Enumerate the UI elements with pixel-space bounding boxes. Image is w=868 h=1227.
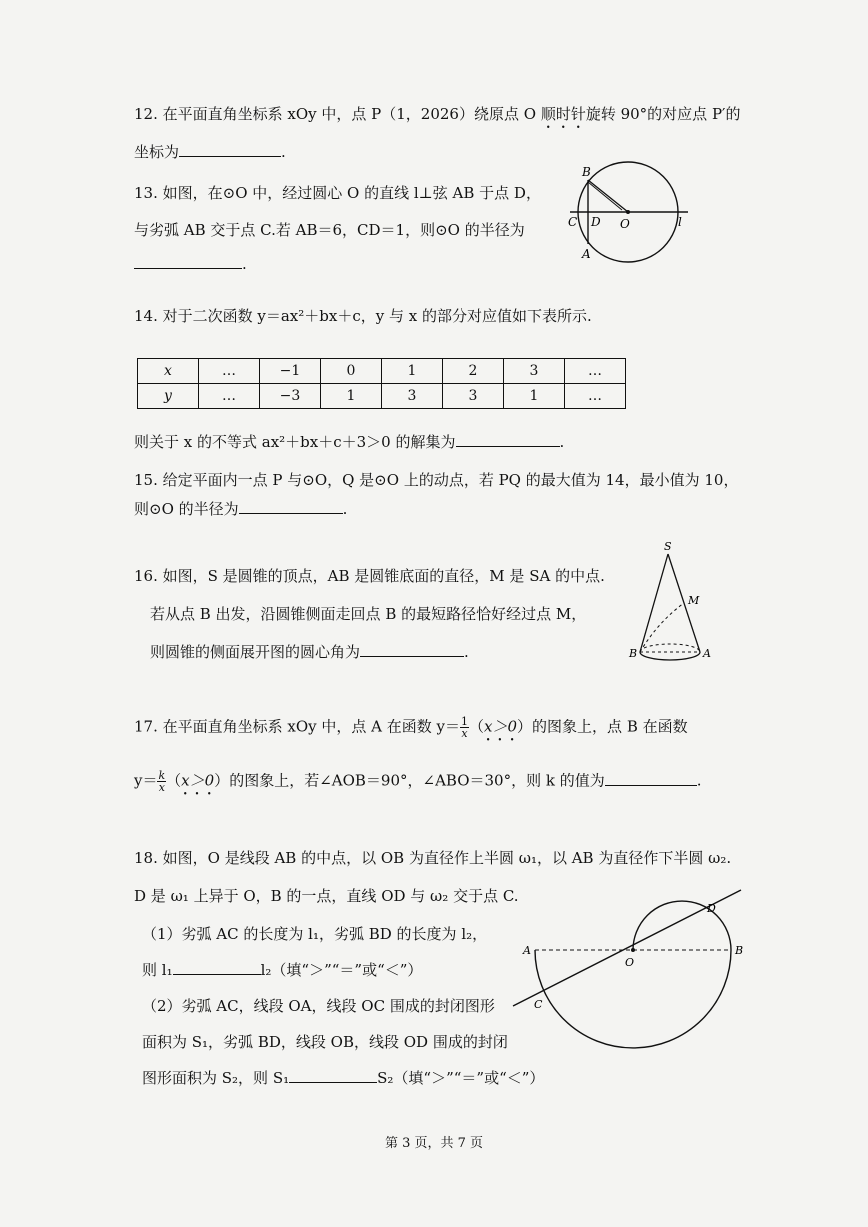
table-cell: 3 — [443, 384, 504, 409]
q18-line5: （2）劣弧 AC，线段 OA，线段 OC 围成的封闭图形 — [142, 997, 495, 1015]
page-footer: 第 3 页，共 7 页 — [384, 1136, 484, 1151]
q13-label-d: D — [591, 215, 601, 229]
q13-label-b: B — [582, 165, 591, 179]
table-cell: 0 — [321, 359, 382, 384]
table-cell: 1 — [321, 384, 382, 409]
q18-label-b: B — [735, 944, 744, 957]
q13-label-c: C — [568, 215, 578, 229]
q16-label-a: A — [703, 647, 711, 660]
q18-line1: 18. 如图，O 是线段 AB 的中点，以 OB 为直径作上半圆 ω₁，以 AB 为直径作下半圆 ω₂. — [134, 849, 732, 867]
table-cell: y — [138, 384, 199, 409]
table-cell: … — [565, 384, 626, 409]
table-row — [138, 384, 626, 409]
q18-label-o: O — [625, 956, 635, 969]
q13-label-l: l — [678, 215, 682, 229]
q18-line7: 图形面积为 S₂，则 S₁ S₂（填“＞”“＝”或“＜”） — [142, 1069, 545, 1087]
q13-line2: 与劣弧 AB 交于点 C.若 AB＝6，CD＝1，则⊙O 的半径为 — [134, 221, 525, 239]
q14-line2: 则关于 x 的不等式 ax²＋bx＋c＋3＞0 的解集为 . — [134, 433, 565, 451]
q13-line3: . — [134, 254, 247, 274]
q17-fraction-2: $\frac{k}{x}$ — [158, 769, 166, 794]
q18-line4: 则 l₁ l₂（填“＞”“＝”或“＜”） — [142, 961, 423, 979]
q16-label-m: M — [688, 594, 700, 607]
q17-fraction-1: $\frac{1}{x}$ — [461, 715, 469, 740]
q15-answer-blank[interactable] — [239, 499, 343, 514]
q16-line1: 16. 如图，S 是圆锥的顶点，AB 是圆锥底面的直径，M 是 SA 的中点. — [134, 567, 605, 585]
q16-cone-figure — [628, 540, 718, 670]
q14-line1: 14. 对于二次函数 y＝ax²＋bx＋c，y 与 x 的部分对应值如下表所示. — [134, 307, 592, 325]
q18-label-a: A — [523, 944, 531, 957]
q13-label-o: O — [620, 217, 630, 231]
table-cell: x — [138, 359, 199, 384]
table-cell: … — [565, 359, 626, 384]
table-cell: … — [199, 384, 260, 409]
q18-line2: D 是 ω₁ 上异于 O，B 的一点，直线 OD 与 ω₂ 交于点 C. — [134, 887, 519, 905]
q16-line3: 则圆锥的侧面展开图的圆心角为 . — [150, 643, 469, 661]
table-cell: … — [199, 359, 260, 384]
q17-line2: y＝ $\frac{k}{x}$ （x＞0）的图象上，若∠AOB＝90°，∠ABO＝30°，则 k 的值为 . — [134, 769, 702, 794]
q13-label-a: A — [582, 247, 591, 261]
q18-blank-2[interactable] — [289, 1068, 377, 1083]
table-row — [138, 359, 626, 384]
q16-line2: 若从点 B 出发，沿圆锥侧面走回点 B 的最短路径恰好经过点 M， — [150, 605, 587, 623]
table-cell: −3 — [260, 384, 321, 409]
table-cell: 1 — [504, 384, 565, 409]
q17-line1: 17. 在平面直角坐标系 xOy 中，点 A 在函数 y＝ $\frac{1}{x}$ （x＞0）的图象上，点 B 在函数 — [134, 715, 688, 740]
q18-semicircle-figure — [505, 876, 755, 1076]
q13-line1: 13. 如图，在⊙O 中，经过圆心 O 的直线 l⊥弦 AB 于点 D， — [134, 184, 541, 202]
q15-line1: 15. 给定平面内一点 P 与⊙O，Q 是⊙O 上的动点，若 PQ 的最大值为 14，最小值为 10， — [134, 471, 739, 489]
q12-line1: 12. 在平面直角坐标系 xOy 中，点 P（1，2026）绕原点 O 顺时针旋转 90°的对应点 P′的 — [134, 105, 741, 123]
q13-circle-figure — [560, 160, 710, 280]
q18-label-d: D — [707, 902, 716, 915]
q18-line3: （1）劣弧 AC 的长度为 l₁，劣弧 BD 的长度为 l₂， — [142, 925, 488, 943]
table-cell: 3 — [382, 384, 443, 409]
q12-answer-blank[interactable] — [179, 142, 281, 157]
table-cell: 2 — [443, 359, 504, 384]
table-cell: 1 — [382, 359, 443, 384]
q18-line6: 面积为 S₁，劣弧 BD，线段 OB，线段 OD 围成的封闭 — [142, 1033, 508, 1051]
q18-label-c: C — [534, 998, 543, 1011]
q18-blank-1[interactable] — [173, 960, 261, 975]
q15-line2: 则⊙O 的半径为 . — [134, 500, 348, 518]
q14-value-table — [137, 358, 626, 409]
q14-answer-blank[interactable] — [456, 432, 560, 447]
q16-answer-blank[interactable] — [360, 642, 464, 657]
q17-answer-blank[interactable] — [605, 771, 697, 786]
table-cell: −1 — [260, 359, 321, 384]
q12-emphasis: 顺时针 — [540, 105, 586, 123]
table-cell: 3 — [504, 359, 565, 384]
q16-label-b: B — [629, 647, 638, 660]
q16-label-s: S — [664, 540, 672, 553]
q12-line2: 坐标为 . — [134, 143, 286, 161]
q13-answer-blank[interactable] — [134, 254, 242, 269]
